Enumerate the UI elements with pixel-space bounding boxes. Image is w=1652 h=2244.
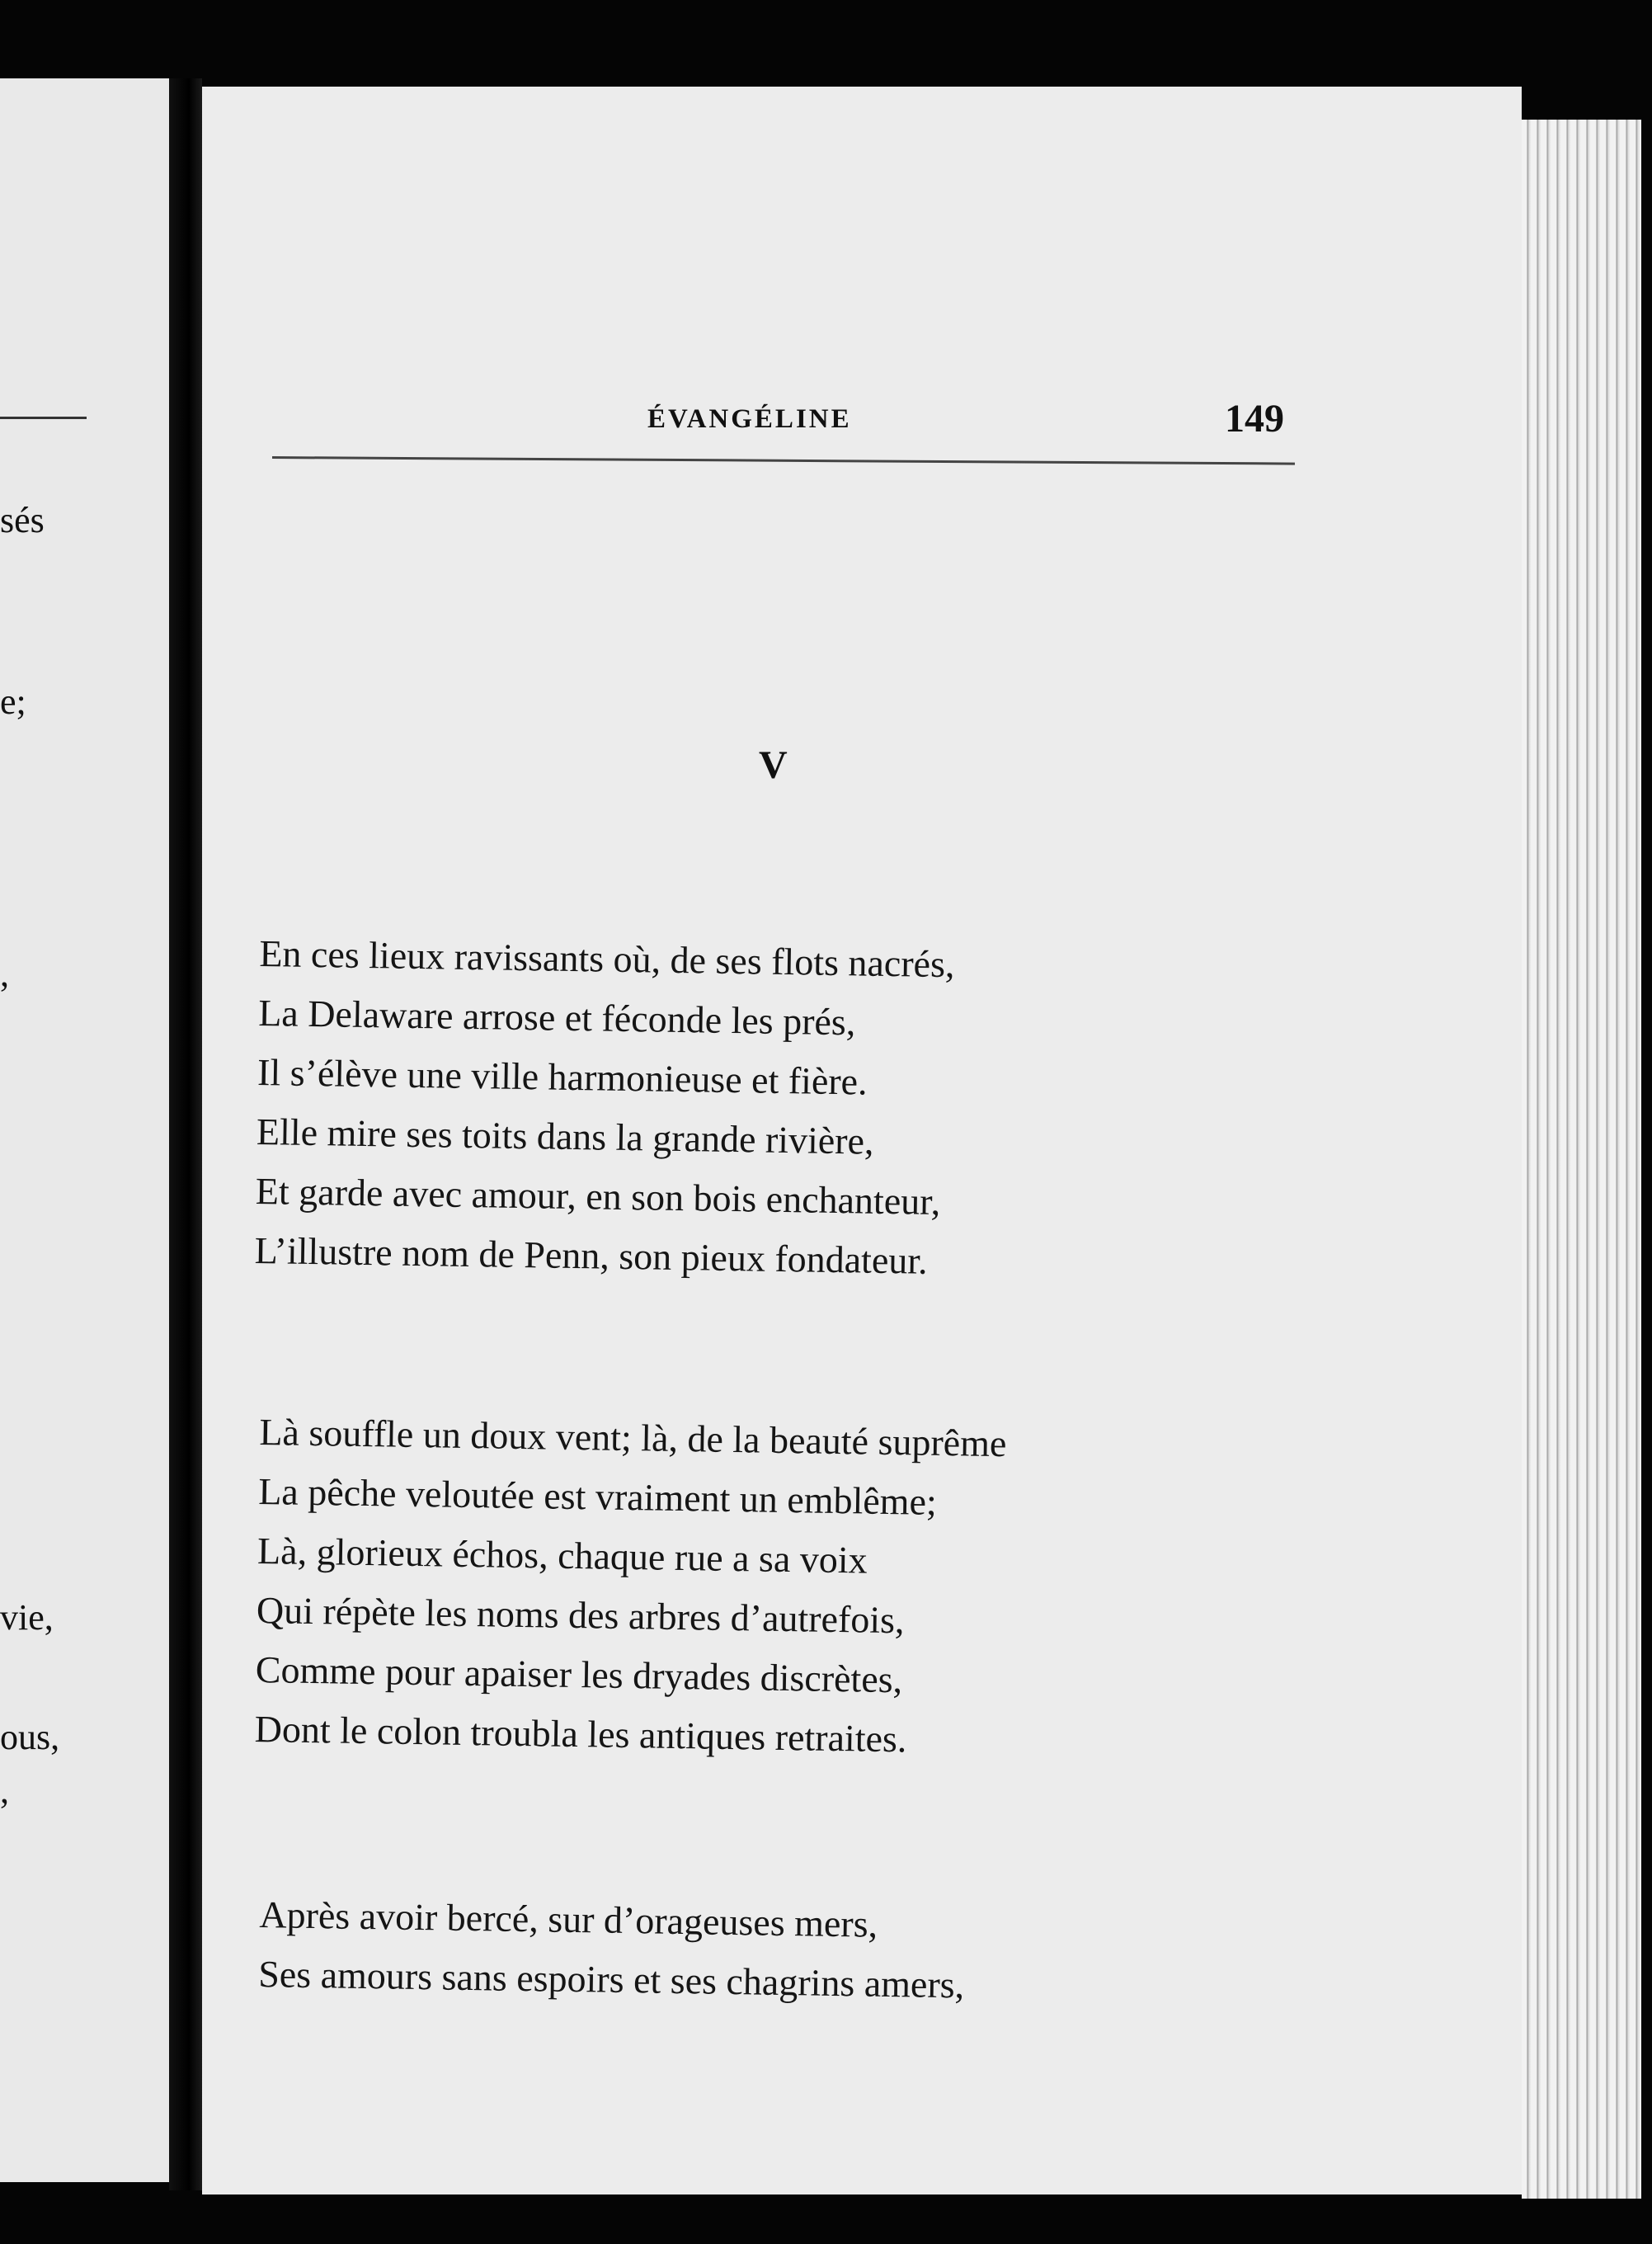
left-page-fragment: , [0, 1770, 9, 1811]
verse-line: Comme pour apaiser les dryades discrètes, [255, 1648, 903, 1701]
verse-line: En ces lieux ravissants où, de ses flots nacrés, [259, 931, 955, 986]
page-edges [1522, 120, 1641, 2199]
verse-line: Après avoir bercé, sur d’orageuses mers, [259, 1893, 878, 1945]
left-page-fragment: e; [0, 681, 26, 722]
page-number: 149 [1225, 397, 1284, 441]
verse-line: La Delaware arrose et féconde les prés, [257, 991, 856, 1044]
left-page-fragment: ous, [0, 1717, 60, 1757]
left-page [0, 78, 169, 2182]
verse-line: Il s’élève une ville harmonieuse et fière. [257, 1050, 868, 1103]
verse-line: Elle mire ses toits dans la grande rivière, [256, 1110, 874, 1162]
verse-line: Ses amours sans espoirs et ses chagrins amers, [257, 1952, 965, 2006]
section-numeral: V [759, 743, 788, 787]
stanza [254, 924, 955, 1291]
left-page-rule [0, 417, 87, 419]
stanza [258, 1885, 966, 2015]
verse-line: Dont le colon troubla les antiques retraites. [254, 1707, 907, 1761]
running-head: ÉVANGÉLINE [647, 404, 852, 434]
page [202, 87, 1522, 2194]
verse-line: L’illustre nom de Penn, son pieux fondateur. [254, 1228, 929, 1282]
verse-line: Là souffle un doux vent; là, de la beauté suprême [259, 1410, 1007, 1465]
left-page-fragment: vie, [0, 1597, 54, 1638]
verse-line: Qui répète les noms des arbres d’autrefois, [256, 1588, 905, 1642]
verse-line: La pêche veloutée est vraiment un emblême; [257, 1469, 938, 1523]
verse-line: Là, glorieux échos, chaque rue a sa voix [257, 1529, 868, 1582]
left-page-fragment: sés [0, 500, 45, 540]
header-rule [272, 456, 1295, 465]
stanza [254, 1402, 1007, 1770]
verse-line: Et garde avec amour, en son bois enchanteur, [255, 1169, 941, 1223]
left-page-fragment: , [0, 954, 9, 994]
book-gutter [169, 78, 202, 2190]
